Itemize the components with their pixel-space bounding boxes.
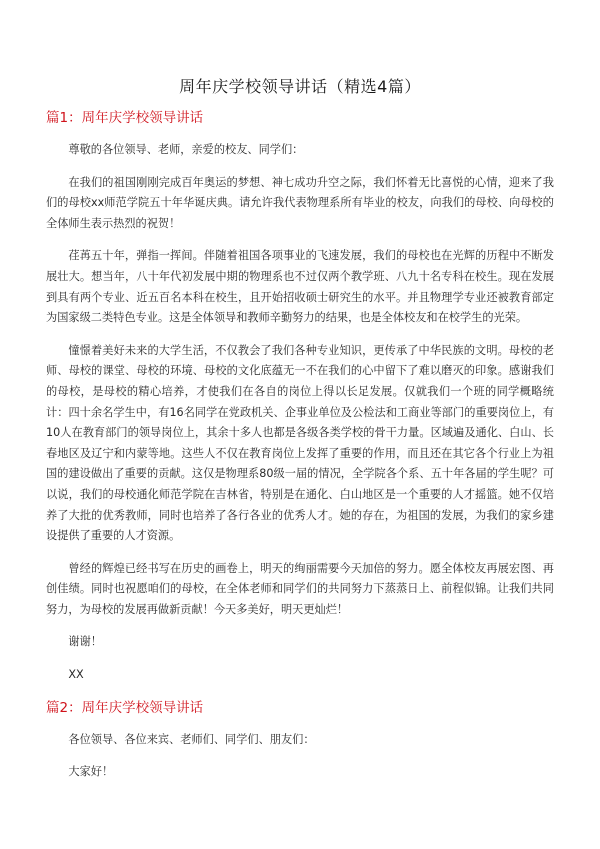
paragraph: 各位领导、各位来宾、老师们、同学们、朋友们：: [68, 732, 315, 746]
document-title: 周年庆学校领导讲话（精选4篇）: [179, 77, 421, 96]
section-1: [46, 108, 554, 686]
signature: XX: [68, 668, 84, 682]
section-heading: 篇1：周年庆学校领导讲话: [46, 110, 204, 126]
paragraph: 尊敬的各位领导、老师，亲爱的校友、同学们：: [68, 143, 304, 156]
paragraph: 荏苒五十年，弹指一挥间。伴随着祖国各项事业的飞速发展，我们的母校也在光辉的历程中不断发展壮大。想当年，八十年代初发展中期的物理系也不过仅两个教学班、八九十名专科在校生。现在发展到具有两个专业、近五百名本科在校生，且开始招收硕士研究生的水平。并且物理学专业还被教育部定为国家级二类特色专业。这是全体领导和教师辛勤努力的结果，也是全体校友和在校学生的光荣。: [46, 249, 554, 325]
paragraph: 曾经的辉煌已经书写在历史的画卷上，明天的绚丽需要今天加倍的努力。愿全体校友再展宏图、再创佳绩。同时也祝愿咱们的母校，在全体老师和同学们的共同努力下蒸蒸日上、前程似锦。让我们共同努力，为母校的发展再做新贡献！今天多美好，明天更灿烂！: [46, 561, 554, 616]
paragraph: 大家好！: [68, 765, 114, 779]
paragraph: 谢谢！: [68, 635, 102, 649]
paragraph: 在我们的祖国刚刚完成百年奥运的梦想、神七成功升空之际，我们怀着无比喜悦的心情，迎来了我们的母校xx师范学院五十年华诞庆典。请允许我代表物理系所有毕业的校友，向我们的母校、向母校的全体师生表示热烈的祝贺！: [46, 175, 554, 230]
section-2: [46, 698, 554, 783]
paragraph: 憧憬着美好未来的大学生活，不仅教会了我们各种专业知识，更传承了中华民族的文明。母校的老师、母校的课堂、母校的环境、母校的文化底蕴无一不在我们的心中留下了难以磨灭的印象。感谢我们的母校，是母校的精心培养，才使我们在各自的岗位上得以长足发展。仅就我们一个班的同学概略统计：四十余名学生中，有16名同学在党政机关、企事业单位及公检法和工商业等部门的重要岗位上，有10人在教育部门的领导岗位上，其余十多人也都是各级各类学校的骨干力量。区域遍及通化、白山、长春地区及辽宁和内蒙等地。这些人不仅在教育岗位上发挥了重要的作用，而且还在其它各个行业上为祖国的建设做出了重要的贡献。这仅是物理系80级一届的情况，全学院各个系、五十年各届的学生呢？可以说，我们的母校通化师范学院在吉林省，特别是在通化、白山地区是一个重要的人才摇篮。她不仅培养了大批的优秀教师，同时也培养了各行各业的优秀人才。她的存在，为祖国的发展，为我们的家乡建设提供了重要的人才资源。: [46, 343, 554, 543]
section-heading: 篇2：周年庆学校领导讲话: [46, 699, 204, 716]
